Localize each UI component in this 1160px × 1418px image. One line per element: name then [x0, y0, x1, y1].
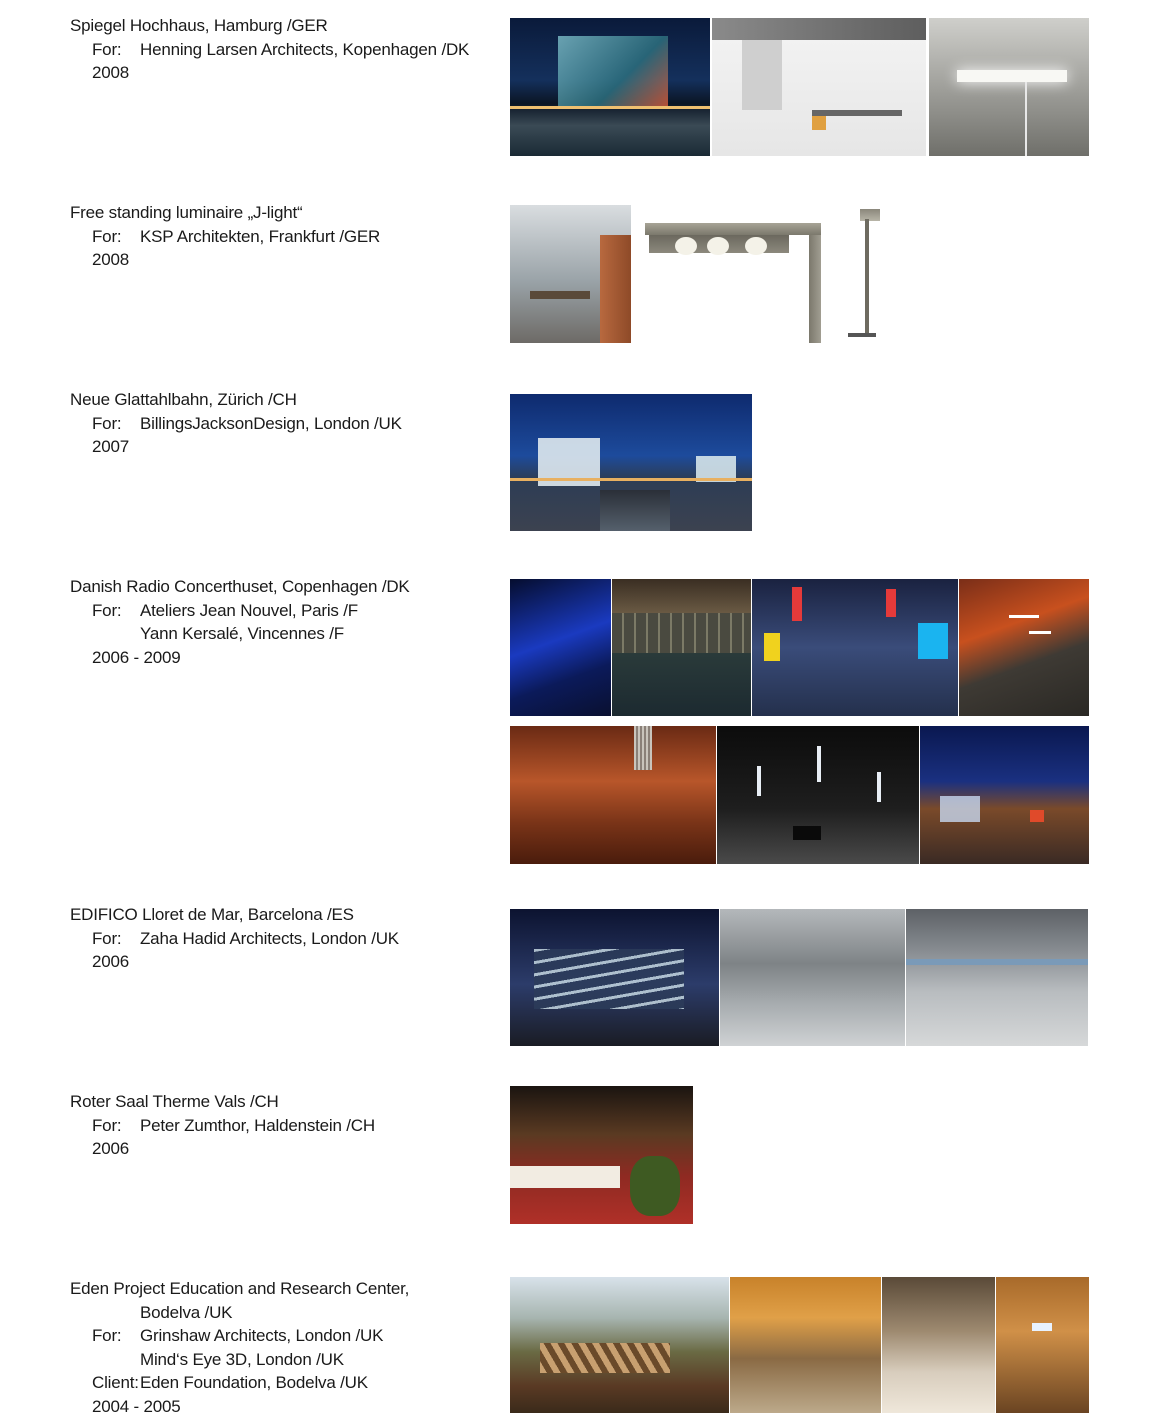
- photo-facade-reflection: [612, 579, 751, 716]
- architect-line: [70, 412, 500, 436]
- architect-name: Peter Zumthor, Haldenstein /CH: [140, 1116, 375, 1135]
- project-title: Roter Saal Therme Vals /CH: [70, 1090, 500, 1114]
- for-label: For:: [92, 38, 140, 62]
- photo-projection-night: [920, 726, 1089, 864]
- photo-interior-render-1: [720, 909, 905, 1046]
- architect-name: BillingsJacksonDesign, London /UK: [140, 414, 402, 433]
- project-caption: [70, 201, 500, 272]
- architect-name: Ateliers Jean Nouvel, Paris /F: [140, 601, 358, 620]
- architect-name: KSP Architekten, Frankfurt /GER: [140, 227, 380, 246]
- architect-name-2: Yann Kersalé, Vincennes /F: [70, 622, 500, 646]
- photo-j-light-standing: [848, 209, 884, 343]
- for-label: For:: [92, 1114, 140, 1138]
- architect-line: [70, 599, 500, 623]
- project-glattahlbahn: [0, 388, 1160, 548]
- architect-line: [70, 1114, 500, 1138]
- for-label: For:: [92, 225, 140, 249]
- project-year: 2004 - 2005: [70, 1395, 500, 1418]
- photo-ceiling-luminaire: [929, 18, 1089, 156]
- architect-name: Grinshaw Architects, London /UK: [140, 1326, 383, 1345]
- architect-line: [70, 38, 500, 62]
- project-year: 2008: [70, 248, 500, 272]
- photo-concert-hall: [510, 726, 716, 864]
- for-label: For:: [92, 927, 140, 951]
- project-title: Free standing luminaire „J-light“: [70, 201, 500, 225]
- photo-eden-interior-2: [882, 1277, 995, 1413]
- for-label: For:: [92, 412, 140, 436]
- project-year: 2006: [70, 1137, 500, 1161]
- photo-interior-render-2: [906, 909, 1088, 1046]
- architect-line: [70, 1324, 500, 1348]
- photo-office-render: [712, 18, 926, 156]
- project-caption: [70, 1090, 500, 1161]
- project-spiegel-hochhaus: [0, 14, 1160, 174]
- project-title-cont: Bodelva /UK: [70, 1301, 500, 1325]
- photo-colored-light-boxes: [752, 579, 958, 716]
- photo-eden-interior-1: [730, 1277, 881, 1413]
- architect-line: [70, 225, 500, 249]
- project-edifico: [0, 903, 1160, 1063]
- project-danish-radio: [0, 575, 1160, 875]
- photo-building-render: [510, 909, 719, 1046]
- architect-name: Henning Larsen Architects, Kopenhagen /DK: [140, 40, 469, 59]
- architect-name: Zaha Hadid Architects, London /UK: [140, 929, 399, 948]
- photo-foyer-stairs: [959, 579, 1089, 716]
- project-title: Neue Glattahlbahn, Zürich /CH: [70, 388, 500, 412]
- project-caption: [70, 903, 500, 974]
- architect-name-2: Mind‘s Eye 3D, London /UK: [70, 1348, 500, 1372]
- project-title: Eden Project Education and Research Center,: [70, 1277, 500, 1301]
- project-caption: [70, 14, 500, 85]
- project-caption: [70, 575, 500, 669]
- architect-line: [70, 927, 500, 951]
- project-year: 2006: [70, 950, 500, 974]
- photo-j-light-luminaire: [645, 223, 821, 343]
- project-year: 2007: [70, 435, 500, 459]
- project-title: EDIFICO Lloret de Mar, Barcelona /ES: [70, 903, 500, 927]
- photo-building-night: [510, 18, 710, 156]
- client-name: Eden Foundation, Bodelva /UK: [140, 1373, 368, 1392]
- project-year: 2008: [70, 61, 500, 85]
- client-line: [70, 1371, 500, 1395]
- for-label: For:: [92, 1324, 140, 1348]
- photo-eden-roof-detail: [996, 1277, 1089, 1413]
- project-caption: [70, 1277, 500, 1418]
- project-j-light: [0, 201, 1160, 361]
- photo-tram-stop-night: [510, 394, 752, 531]
- for-label: For:: [92, 599, 140, 623]
- photo-studio-piano: [717, 726, 919, 864]
- project-year: 2006 - 2009: [70, 646, 500, 670]
- client-label: Client:: [92, 1371, 140, 1395]
- photo-eden-exterior: [510, 1277, 729, 1413]
- photo-blue-cube: [510, 579, 611, 716]
- project-caption: [70, 388, 500, 459]
- photo-restaurant-interior: [510, 1086, 693, 1224]
- project-roter-saal: [0, 1090, 1160, 1250]
- photo-office-interior: [510, 205, 631, 343]
- project-title: Spiegel Hochhaus, Hamburg /GER: [70, 14, 500, 38]
- project-title: Danish Radio Concerthuset, Copenhagen /DK: [70, 575, 500, 599]
- project-eden: [0, 1277, 1160, 1413]
